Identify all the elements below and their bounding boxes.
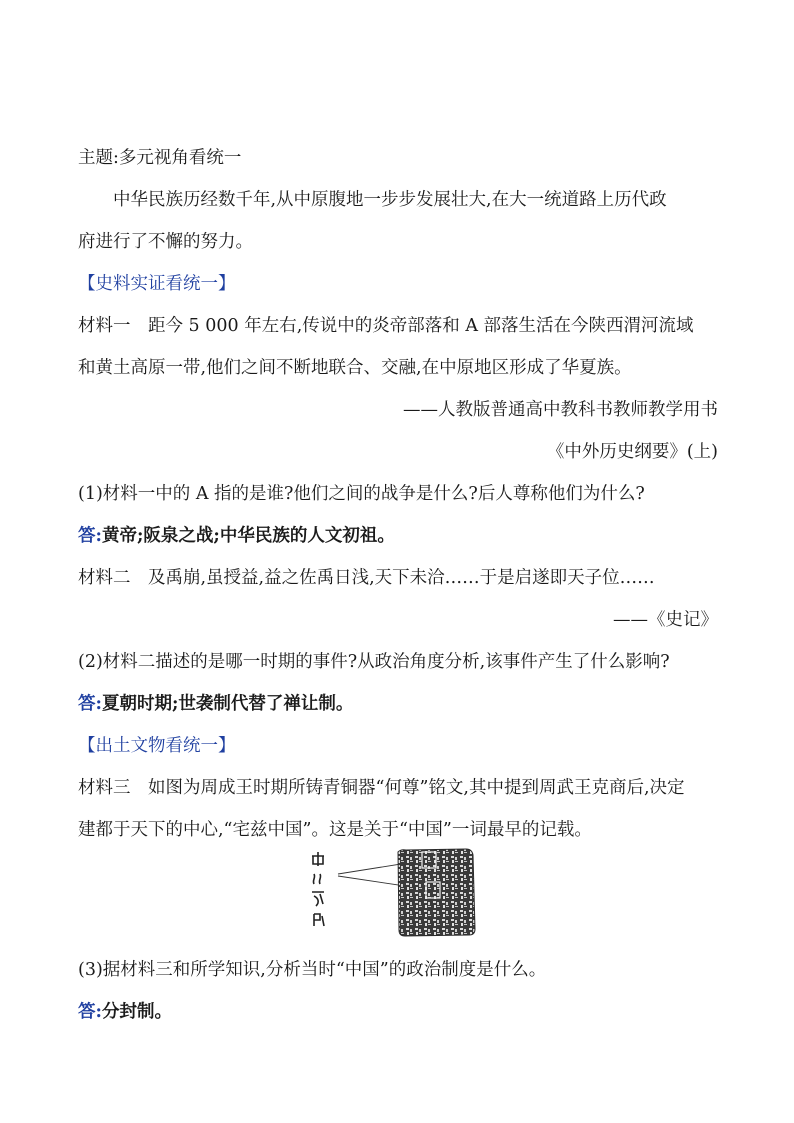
section-heading-unearthed-relics: 【出土文物看统一】	[78, 736, 236, 756]
material-2-source: ——《史记》	[613, 610, 718, 630]
section-heading-historical-evidence: 【史料实证看统一】	[78, 274, 236, 294]
question-1: (1)材料一中的 A 指的是谁?他们之间的战争是什么?后人尊称他们为什么?	[78, 484, 645, 504]
material-3-line-1: 材料三 如图为周成王时期所铸青铜器“何尊”铭文,其中提到周武王克商后,决定	[78, 778, 685, 798]
inscription-svg	[306, 846, 486, 938]
answer-3-text: 分封制。	[101, 1002, 172, 1022]
he-zun-inscription-figure	[306, 846, 486, 938]
answer-1-text: 黄帝;阪泉之战;中华民族的人文初祖。	[101, 526, 395, 546]
material-1-source-2: 《中外历史纲要》(上)	[546, 442, 718, 462]
material-2-line-1: 材料二 及禹崩,虽授益,益之佐禹日浅,天下未洽……于是启遂即天子位……	[78, 568, 655, 588]
material-1-line-1: 材料一 距今 5 000 年左右,传说中的炎帝部落和 A 部落生活在今陕西渭河流域	[78, 316, 694, 336]
question-2: (2)材料二描述的是哪一时期的事件?从政治角度分析,该事件产生了什么影响?	[78, 652, 670, 672]
material-1-line-2: 和黄土高原一带,他们之间不断地联合、交融,在中原地区形成了华夏族。	[78, 358, 632, 378]
answer-1	[78, 524, 718, 548]
answer-2-text: 夏朝时期;世袭制代替了禅让制。	[101, 694, 354, 714]
answer-label: 答:	[78, 1002, 102, 1022]
answer-2	[78, 692, 718, 716]
answer-label: 答:	[78, 694, 102, 714]
topic-line: 主题:多元视角看统一	[78, 148, 242, 168]
question-3: (3)据材料三和所学知识,分析当时“中国”的政治制度是什么。	[78, 960, 547, 980]
answer-label: 答:	[78, 526, 102, 546]
material-3-line-2: 建都于天下的中心,“宅兹中国”。这是关于“中国”一词最早的记载。	[78, 820, 592, 840]
intro-line-1: 中华民族历经数千年,从中原腹地一步步发展壮大,在大一统道路上历代政	[113, 190, 667, 210]
material-1-source-1: ——人教版普通高中教科书教师教学用书	[403, 400, 718, 420]
enlarged-glyphs	[312, 852, 324, 926]
answer-3	[78, 1000, 718, 1024]
intro-line-2: 府进行了不懈的努力。	[78, 232, 253, 252]
